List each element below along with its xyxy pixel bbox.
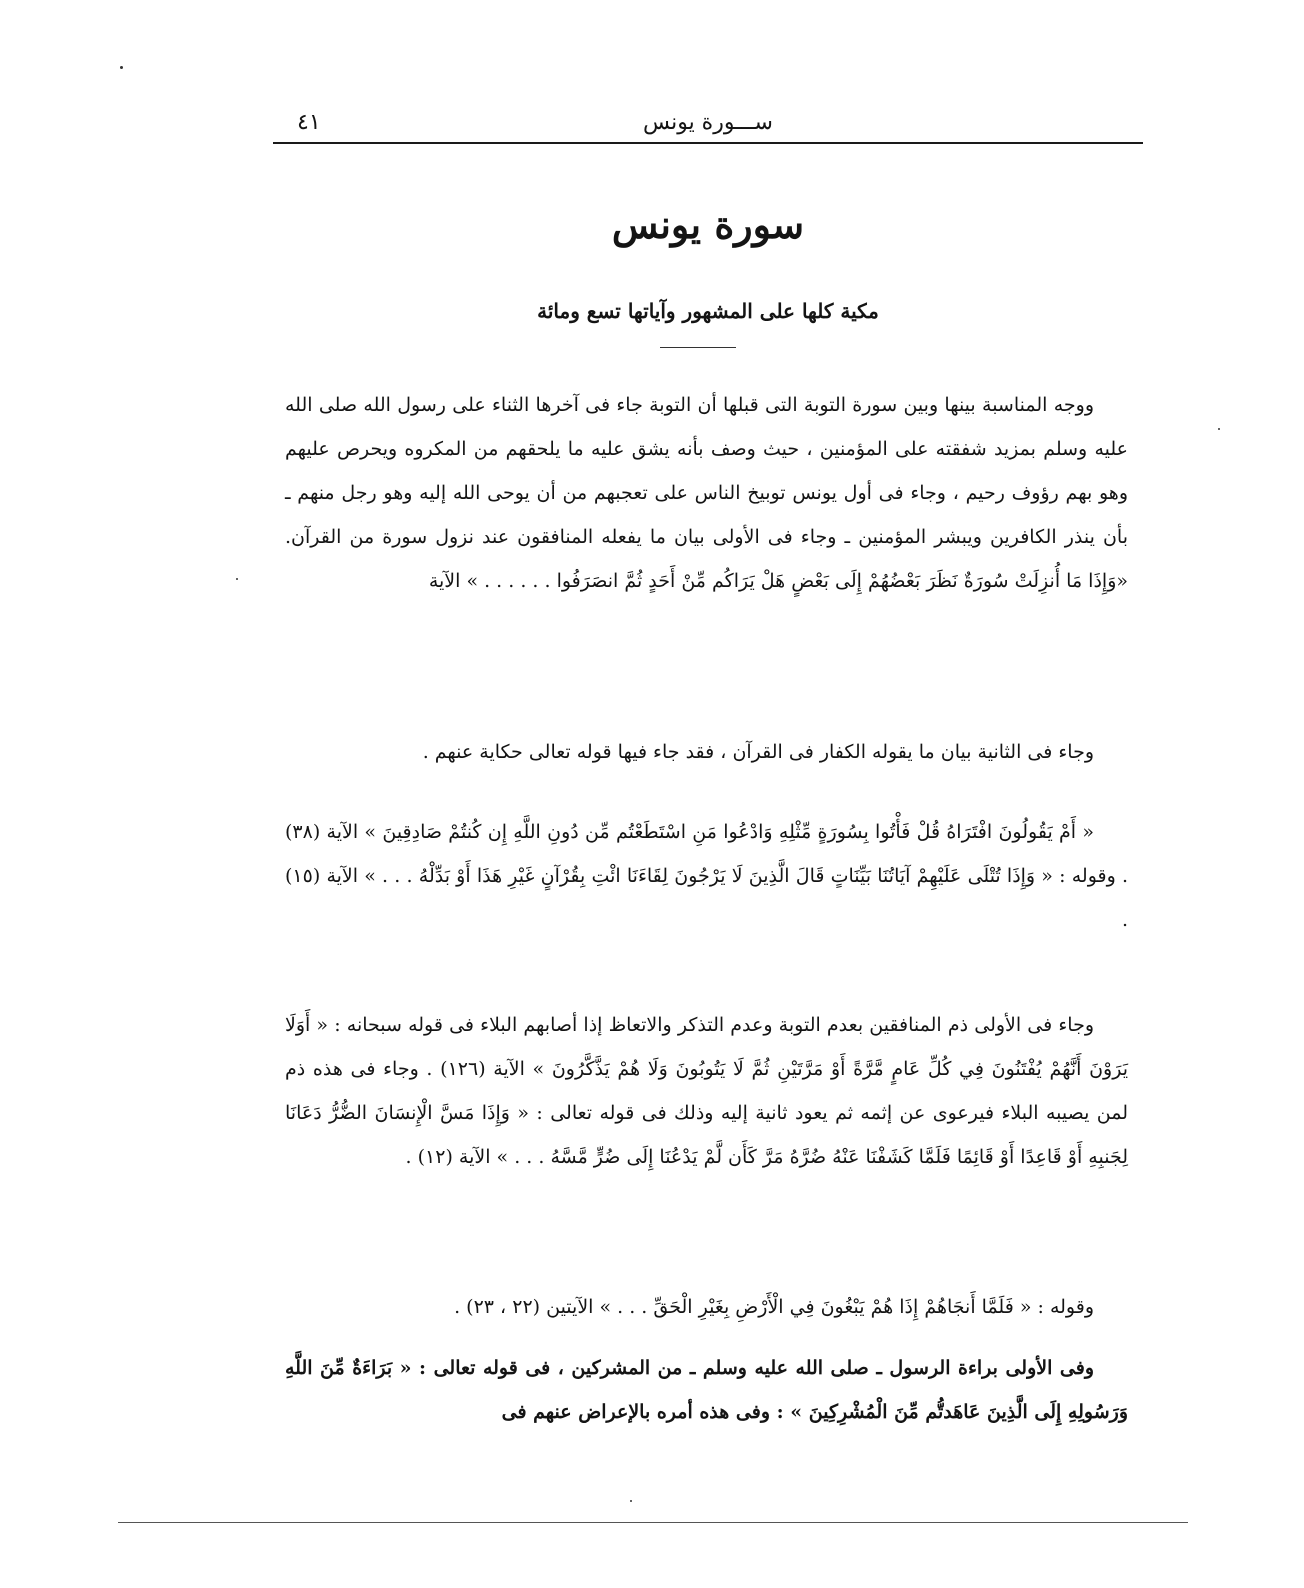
page-number: ٤١ bbox=[297, 110, 321, 135]
page-bottom-edge bbox=[118, 1522, 1188, 1523]
header-rule bbox=[273, 142, 1143, 144]
paragraph: « أَمْ يَقُولُونَ افْتَرَاهُ قُلْ فَأْتُوا بِسُورَةٍ مِّثْلِهِ وَادْعُوا مَنِ اسْتَطَعْتُم مِّن دُونِ اللَّهِ إِن كُنتُمْ صَادِقِينَ » الآية (٣٨) . وقوله : « وَإِذَا تُتْلَى عَلَيْهِمْ آيَاتُنَا بَيِّنَاتٍ قَالَ الَّذِينَ لَا يَرْجُونَ لِقَاءَنَا ائْتِ بِقُرْآنٍ غَيْرِ هَذَا أَوْ بَدِّلْهُ . . . » الآية (١٥) . bbox=[285, 821, 1128, 931]
scan-speck bbox=[236, 578, 238, 580]
chapter-title: سورة يونس bbox=[611, 202, 805, 247]
paragraph: وجاء فى الأولى ذم المنافقين بعدم التوبة وعدم التذكر والاتعاظ إذا أصابهم البلاء فى قوله سبحانه : « أَوَلَا يَرَوْنَ أَنَّهُمْ يُفْتَنُونَ فِي كُلِّ عَامٍ مَّرَّةً أَوْ مَرَّتَيْنِ ثُمَّ لَا يَتُوبُونَ وَلَا هُمْ يَذَّكَّرُونَ » الآية (١٢٦) . وجاء فى هذه ذم لمن يصيبه البلاء فيرعوى عن إثمه ثم يعود ثانية إليه وذلك فى قوله تعالى : « وَإِذَا مَسَّ الْإِنسَانَ الضُّرُّ دَعَانَا لِجَنبِهِ أَوْ قَاعِدًا أَوْ قَائِمًا فَلَمَّا كَشَفْنَا عَنْهُ ضُرَّهُ مَرَّ كَأَن لَّمْ يَدْعُنَا إِلَى ضُرٍّ مَّسَّهُ . . . » الآية (١٢) . bbox=[285, 1014, 1128, 1168]
running-title: ســـورة يونس bbox=[643, 110, 773, 135]
scan-speck bbox=[630, 1500, 632, 1502]
paragraph: وفى الأولى براءة الرسول ـ صلى الله عليه وسلم ـ من المشركين ، فى قوله تعالى : « بَرَاءَةٌ مِّنَ اللَّهِ وَرَسُولِهِ إِلَى الَّذِينَ عَاهَدتُّم مِّنَ الْمُشْرِكِينَ » : وفى هذه أمره بالإعراض عنهم فى bbox=[285, 1357, 1128, 1423]
title-divider bbox=[660, 347, 736, 348]
scan-speck bbox=[120, 66, 123, 69]
paragraph: ووجه المناسبة بينها وبين سورة التوبة التى قبلها أن التوبة جاء فى آخرها الثناء على رسول الله صلى الله عليه وسلم بمزيد شفقته على المؤمنين ، حيث وصف بأنه يشق عليه ما يلحقهم من المكروه ويحرص عليهم وهو بهم رؤوف رحيم ، وجاء فى أول يونس توبيخ الناس على تعجبهم من أن يوحى الله إليه وهو رجل منهم ـ بأن ينذر الكافرين ويبشر المؤمنين ـ وجاء فى الأولى بيان ما يفعله المنافقون عند نزول سورة من القرآن. «وَإِذَا مَا أُنزِلَتْ سُورَةٌ نَظَرَ بَعْضُهُمْ إِلَى بَعْضٍ هَلْ يَرَاكُم مِّنْ أَحَدٍ ثُمَّ انصَرَفُوا . . . . . . » الآية bbox=[285, 394, 1128, 592]
paragraph: وجاء فى الثانية بيان ما يقوله الكفار فى القرآن ، فقد جاء فيها قوله تعالى حكاية عنهم . bbox=[422, 741, 1094, 763]
scan-speck bbox=[1218, 428, 1220, 430]
paragraph: وقوله : « فَلَمَّا أَنجَاهُمْ إِذَا هُمْ يَبْغُونَ فِي الْأَرْضِ بِغَيْرِ الْحَقِّ . . . » الآيتين (٢٢ ، ٢٣) . bbox=[454, 1296, 1094, 1318]
running-header bbox=[273, 106, 1143, 140]
chapter-subtitle: مكية كلها على المشهور وآياتها تسع ومائة bbox=[537, 299, 879, 323]
